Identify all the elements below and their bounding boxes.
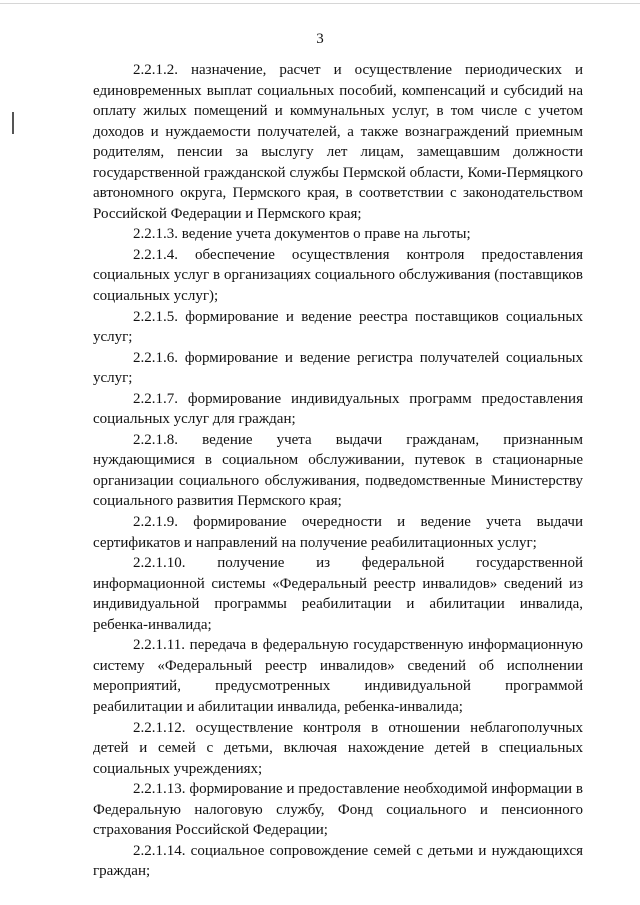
paragraph-2-2-1-2: 2.2.1.2. назначение, расчет и осуществление периодических и единовременных выплат социальных пособий, компенсаций и субсидий на оплату жилых помещений и коммунальных услуг, в том числе с учетом доходов и нуждаемости получателей, а также вознаграждений приемным родителям, пенсии за выслугу лет лицам, замещавшим должности государственной гражданской службы Пермской области, Коми-Пермяцкого автономного округа, Пермского края, в соответствии с законодательством Российской Федерации и Пермского края; <box>93 62 583 222</box>
paragraph-2-2-1-8: 2.2.1.8. ведение учета выдачи гражданам, признанным нуждающимися в социальном обслуживании, путевок в стационарные организации социального обслуживания, подведомственные Министерству социального развития Пермского края; <box>93 431 583 510</box>
page-number: 3 <box>316 31 324 47</box>
paragraph-2-2-1-4: 2.2.1.4. обеспечение осуществления контроля предоставления социальных услуг в организациях социального обслуживания (поставщиков социальных услуг); <box>93 246 583 305</box>
paragraph-2-2-1-12: 2.2.1.12. осуществление контроля в отношении неблагополучных детей и семей с детьми, включая нахождение детей в специальных социальных учреждениях; <box>93 719 583 777</box>
paragraph-2-2-1-3: 2.2.1.3. ведение учета документов о праве на льготы; <box>133 226 471 243</box>
top-border-line <box>0 3 640 4</box>
paragraph-2-2-1-7: 2.2.1.7. формирование индивидуальных программ предоставления социальных услуг для граждан; <box>93 390 583 428</box>
paragraph-2-2-1-5: 2.2.1.5. формирование и ведение реестра поставщиков социальных услуг; <box>93 308 583 346</box>
scan-edge-mark <box>12 112 14 134</box>
paragraph-2-2-1-9: 2.2.1.9. формирование очередности и ведение учета выдачи сертификатов и направлений на получение реабилитационных услуг; <box>93 514 583 551</box>
paragraph-2-2-1-14: 2.2.1.14. социальное сопровождение семей с детьми и нуждающихся граждан; <box>93 842 583 880</box>
paragraph-2-2-1-13: 2.2.1.13. формирование и предоставление необходимой информации в Федеральную налоговую службу, Фонд социального и пенсионного страхования Российской Федерации; <box>93 781 583 839</box>
paragraph-2-2-1-6: 2.2.1.6. формирование и ведение регистра получателей социальных услуг; <box>93 349 583 387</box>
paragraph-2-2-1-11: 2.2.1.11. передача в федеральную государственную информационную систему «Федеральный реестр инвалидов» сведений об исполнении мероприятий, предусмотренных индивидуальной программой реабилитации и абилитации инвалида, ребенка-инвалида; <box>93 637 583 715</box>
document-body <box>93 60 583 882</box>
paragraph-2-2-1-10: 2.2.1.10. получение из федеральной государственной информационной системы «Федеральный реестр инвалидов» сведений из индивидуальной программы реабилитации и абилитации инвалида, ребенка-инвалида; <box>93 555 583 633</box>
